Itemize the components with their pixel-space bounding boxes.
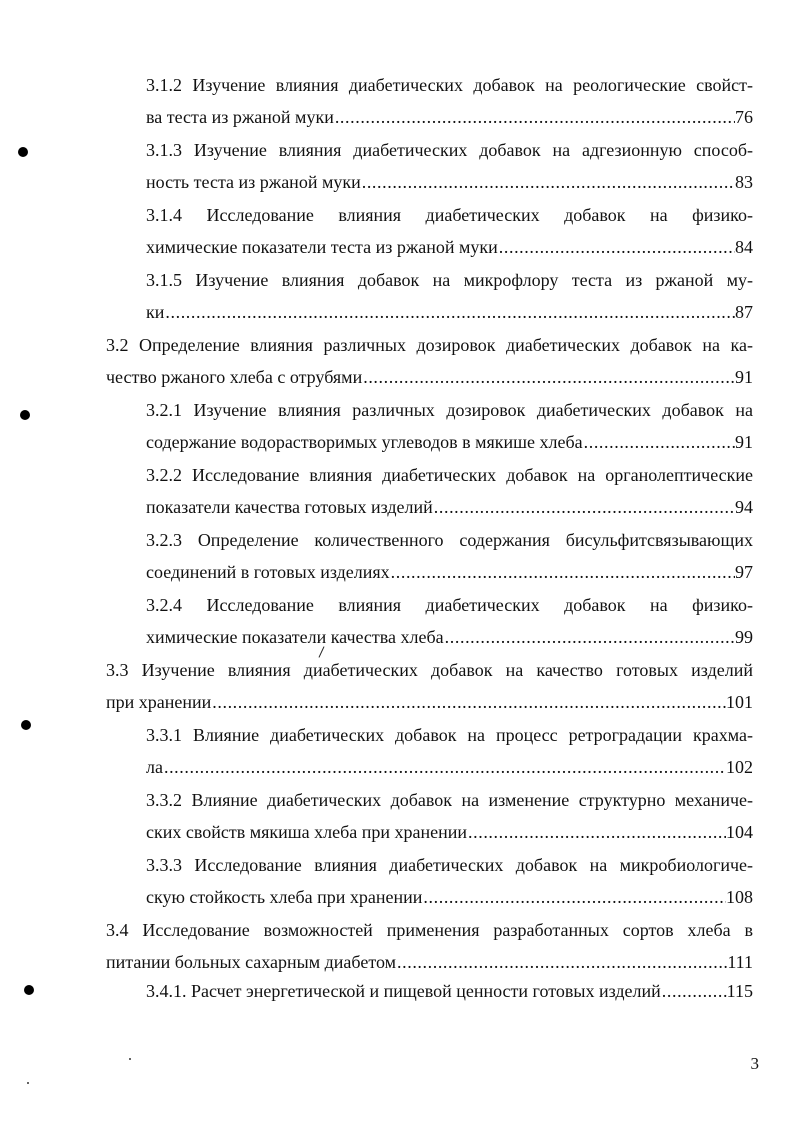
toc-entry-line [146,751,753,783]
toc-entry-title: 3.4.1. Расчет энергетической и пищевой ценности готовых изделий [146,981,661,1001]
toc-entry-line [146,426,753,458]
toc-entry-title: 3.2.3 Определение количественного содержания бисульфитсвязывающих [146,530,753,550]
scan-speck [27,1082,29,1084]
toc-page-number: 101 [726,692,753,712]
toc-page-number: 97 [735,562,753,582]
toc-entry-line [146,101,753,133]
toc-entry-line [146,166,753,198]
toc-entry-line [106,946,753,978]
toc-entry[interactable] [146,199,753,263]
dot-leader [423,881,726,913]
toc-entry[interactable] [146,264,753,328]
toc-entry-line [106,686,753,718]
dot-leader [584,426,735,458]
toc-entry-title: 3.2.4 Исследование влияния диабетических добавок на физико- [146,595,753,615]
dot-leader [499,231,735,263]
toc-entry-title: 3.3.2 Влияние диабетических добавок на изменение структурно механиче- [146,790,753,810]
scan-speck [129,1058,131,1060]
toc-entry-title: 3.1.5 Изучение влияния добавок на микрофлору теста из ржаной му- [146,270,753,290]
toc-entry-line [146,231,753,263]
dot-leader [468,816,726,848]
toc-entry-title-cont: химические показатели теста из ржаной муки [146,237,498,257]
dot-leader [363,361,735,393]
toc-entry-title-cont: соединений в готовых изделиях [146,562,390,582]
page-number: 3 [750,1054,759,1073]
toc-page-number: 91 [735,367,753,387]
toc-page-number: 84 [735,237,753,257]
toc-page-number: 108 [726,887,753,907]
toc-entry-title-cont: химические показатели качества хлеба [146,627,444,647]
toc-entry[interactable] [146,394,753,458]
toc-entry[interactable] [106,914,753,978]
toc-entry-title-cont: скую стойкость хлеба при хранении [146,887,423,907]
toc-entry-title: 3.2 Определение влияния различных дозировок диабетических добавок на ка- [106,335,753,355]
dot-leader [445,621,735,653]
toc-page-number: 104 [726,822,753,842]
toc-page-number: 83 [735,172,753,192]
toc-entry[interactable] [146,134,753,198]
toc-entry[interactable] [146,975,753,1007]
binder-hole-mark [18,147,28,157]
dot-leader [362,166,735,198]
binder-hole-mark [20,410,30,420]
toc-entry-title-cont: ла [146,757,163,777]
toc-entry-title: 3.1.4 Исследование влияния диабетических добавок на физико- [146,205,753,225]
dot-leader [391,556,735,588]
toc-entry[interactable] [146,459,753,523]
toc-entry-title-cont: показатели качества готовых изделий [146,497,433,517]
dot-leader [434,491,735,523]
toc-entry-title: 3.4 Исследование возможностей применения разработанных сортов хлеба в [106,920,753,940]
toc-entry-title: 3.3.1 Влияние диабетических добавок на процесс ретроградации крахма- [146,725,753,745]
toc-page-number: 76 [735,107,753,127]
toc-page-number: 94 [735,497,753,517]
toc-entry[interactable] [146,719,753,783]
toc-page-number: 115 [726,981,753,1001]
toc-page-number: 111 [727,952,753,972]
toc-page-number: 91 [735,432,753,452]
dot-leader [397,946,727,978]
toc-entry-line [106,361,753,393]
toc-entry[interactable] [106,329,753,393]
toc-entry-line [146,296,753,328]
dot-leader [165,296,735,328]
toc-entry-title-cont: ских свойств мякиша хлеба при хранении [146,822,468,842]
toc-entry-line [146,491,753,523]
dot-leader [212,686,726,718]
toc-entry-line [146,621,753,653]
toc-entry-title: 3.3.3 Исследование влияния диабетических добавок на микробиологиче- [146,855,753,875]
toc-entry[interactable] [146,524,753,588]
toc-entry-title: 3.1.3 Изучение влияния диабетических добавок на адгезионную способ- [146,140,753,160]
toc-entry-title-cont: ва теста из ржаной муки [146,107,334,127]
dot-leader [662,975,727,1007]
toc-entry-title-cont: ки [146,302,165,322]
toc-entry[interactable] [146,784,753,848]
toc-entry-title-cont: питании больных сахарным диабетом [106,952,397,972]
toc-entry-line [146,881,753,913]
toc-page-number: 87 [735,302,753,322]
toc-entry-title-cont: при хранении [106,692,212,712]
toc-entry-title: 3.3 Изучение влияния диабетических добавок на качество готовых изделий [106,660,753,680]
binder-hole-mark [21,720,31,730]
toc-entry-title-cont: содержание водорастворимых углеводов в мякише хлеба [146,432,583,452]
toc-page-number: 102 [726,757,753,777]
toc-entry-title: 3.2.1 Изучение влияния различных дозировок диабетических добавок на [146,400,753,420]
toc-page-number: 99 [735,627,753,647]
toc-entry-title-cont: ность теста из ржаной муки [146,172,361,192]
binder-hole-mark [24,985,34,995]
toc-entry-title: 3.1.2 Изучение влияния диабетических добавок на реологические свойст- [146,75,753,95]
toc-entry[interactable] [146,69,753,133]
toc-entry-line [146,975,753,1007]
toc-entry[interactable] [146,849,753,913]
toc-entry-line [146,556,753,588]
toc-entry[interactable] [146,589,753,653]
toc-entry-title-cont: чество ржаного хлеба с отрубями [106,367,363,387]
toc-entry-line [146,816,753,848]
toc-entry[interactable] [106,654,753,718]
dot-leader [164,751,726,783]
toc-entry-title: 3.2.2 Исследование влияния диабетических добавок на органолептические [146,465,753,485]
dot-leader [335,101,735,133]
